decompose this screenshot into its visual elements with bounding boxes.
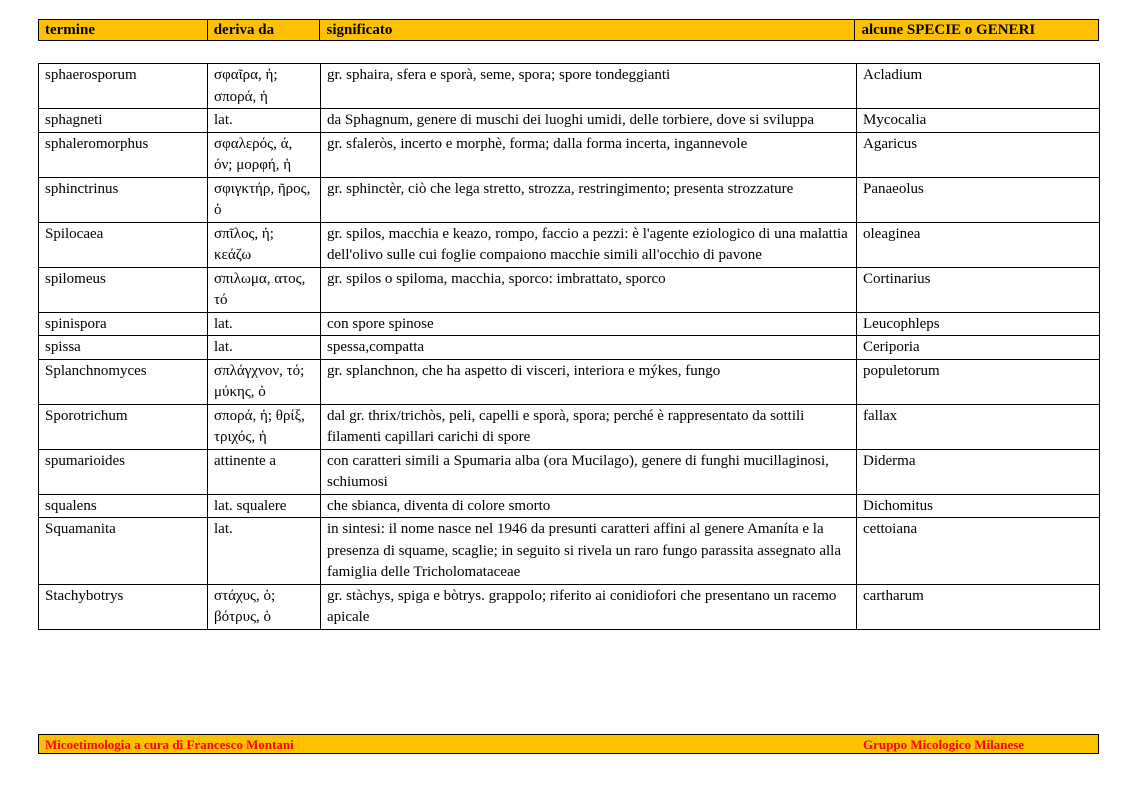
table-row (39, 64, 1100, 109)
page-footer (38, 734, 1099, 754)
cell-specie: Agaricus (857, 132, 1100, 177)
cell-specie: Cortinarius (857, 267, 1100, 312)
cell-significato: gr. sfaleròs, incerto e morphè, forma; dalla forma incerta, ingannevole (321, 132, 857, 177)
cell-termine: Spilocaea (39, 222, 208, 267)
cell-termine: sphaleromorphus (39, 132, 208, 177)
cell-deriva-da: attinente a (208, 449, 321, 494)
header-specie-generi: alcune SPECIE o GENERI (861, 22, 1036, 38)
cell-significato: gr. sphaira, sfera e sporà, seme, spora; spore tondeggianti (321, 64, 857, 109)
etymology-table (38, 63, 1100, 630)
cell-deriva-da: σφιγκτήρ, ῆρος, ὁ (208, 177, 321, 222)
cell-deriva-da: σπορά, ἡ; θρίξ, τριχός, ἡ (208, 404, 321, 449)
footer-group: Gruppo Micologico Milanese (863, 737, 1025, 752)
cell-specie: populetorum (857, 359, 1100, 404)
header-significato: significato (320, 20, 855, 40)
cell-deriva-da: lat. (208, 518, 321, 585)
table-row (39, 359, 1100, 404)
cell-termine: sphagneti (39, 109, 208, 133)
cell-specie: Ceriporia (857, 336, 1100, 360)
cell-termine: squalens (39, 494, 208, 518)
table-row (39, 404, 1100, 449)
cell-significato: che sbianca, diventa di colore smorto (321, 494, 857, 518)
cell-significato: in sintesi: il nome nasce nel 1946 da presunti caratteri affini al genere Amaníta e la presenza di squame, scaglie; in seguito si rivela un raro fungo parassita assegnato alla famiglia delle Tricholomataceae (321, 518, 857, 585)
cell-specie: fallax (857, 404, 1100, 449)
cell-termine: Stachybotrys (39, 584, 208, 629)
cell-significato: gr. splanchnon, che ha aspetto di visceri, interiora e mýkes, fungo (321, 359, 857, 404)
cell-termine: Squamanita (39, 518, 208, 585)
cell-deriva-da: lat. (208, 312, 321, 336)
header-termine: termine (39, 20, 208, 40)
cell-specie: Mycocalia (857, 109, 1100, 133)
cell-specie: oleaginea (857, 222, 1100, 267)
cell-specie: Dichomitus (857, 494, 1100, 518)
table-row (39, 518, 1100, 585)
table-row (39, 177, 1100, 222)
table-row (39, 132, 1100, 177)
table-row (39, 222, 1100, 267)
cell-termine: spissa (39, 336, 208, 360)
cell-deriva-da: σφαῖρα, ἡ; σπορά, ἡ (208, 64, 321, 109)
cell-significato: con spore spinose (321, 312, 857, 336)
table-row (39, 494, 1100, 518)
cell-specie: Diderma (857, 449, 1100, 494)
table-header (38, 19, 1099, 41)
table-row (39, 584, 1100, 629)
cell-deriva-da: σπῖλος, ἡ; κεάζω (208, 222, 321, 267)
cell-deriva-da: σπιλωμα, ατος, τό (208, 267, 321, 312)
cell-deriva-da: lat. (208, 336, 321, 360)
cell-deriva-da: στάχυς, ὁ; βότρυς, ὁ (208, 584, 321, 629)
table-row (39, 267, 1100, 312)
cell-deriva-da: lat. (208, 109, 321, 133)
cell-termine: sphaerosporum (39, 64, 208, 109)
cell-significato: da Sphagnum, genere di muschi dei luoghi umidi, delle torbiere, dove si sviluppa (321, 109, 857, 133)
cell-termine: sphinctrinus (39, 177, 208, 222)
table-row (39, 312, 1100, 336)
cell-specie: Acladium (857, 64, 1100, 109)
cell-deriva-da: σφαλερός, ά, όν; μορφή, ἡ (208, 132, 321, 177)
cell-significato: gr. sphinctèr, ciò che lega stretto, strozza, restringimento; presenta strozzature (321, 177, 857, 222)
cell-deriva-da: lat. squalere (208, 494, 321, 518)
footer-author: Micoetimologia a cura di Francesco Montani (45, 737, 294, 752)
cell-significato: dal gr. thrix/trichòs, peli, capelli e sporà, spora; perché è rappresentato da sottili filamenti capillari carichi di spore (321, 404, 857, 449)
header-deriva-da: deriva da (208, 20, 321, 40)
cell-deriva-da: σπλάγχνον, τό; μύκης, ὁ (208, 359, 321, 404)
cell-specie: cartharum (857, 584, 1100, 629)
table-row (39, 336, 1100, 360)
cell-termine: Splanchnomyces (39, 359, 208, 404)
cell-significato: gr. spilos, macchia e keazo, rompo, faccio a pezzi: è l'agente eziologico di una malattia dell'olivo sulle cui foglie compaiono macchie simili all'occhio di pavone (321, 222, 857, 267)
cell-specie: Panaeolus (857, 177, 1100, 222)
cell-significato: gr. stàchys, spiga e bòtrys. grappolo; riferito ai conidiofori che presentano un racemo apicale (321, 584, 857, 629)
table-row (39, 449, 1100, 494)
cell-significato: con caratteri simili a Spumaria alba (ora Mucilago), genere di funghi mucillaginosi, schiumosi (321, 449, 857, 494)
cell-specie: cettoiana (857, 518, 1100, 585)
table-row (39, 109, 1100, 133)
cell-significato: gr. spilos o spiloma, macchia, sporco: imbrattato, sporco (321, 267, 857, 312)
cell-termine: Sporotrichum (39, 404, 208, 449)
cell-termine: spumarioides (39, 449, 208, 494)
cell-significato: spessa,compatta (321, 336, 857, 360)
cell-specie: Leucophleps (857, 312, 1100, 336)
cell-termine: spilomeus (39, 267, 208, 312)
cell-termine: spinispora (39, 312, 208, 336)
